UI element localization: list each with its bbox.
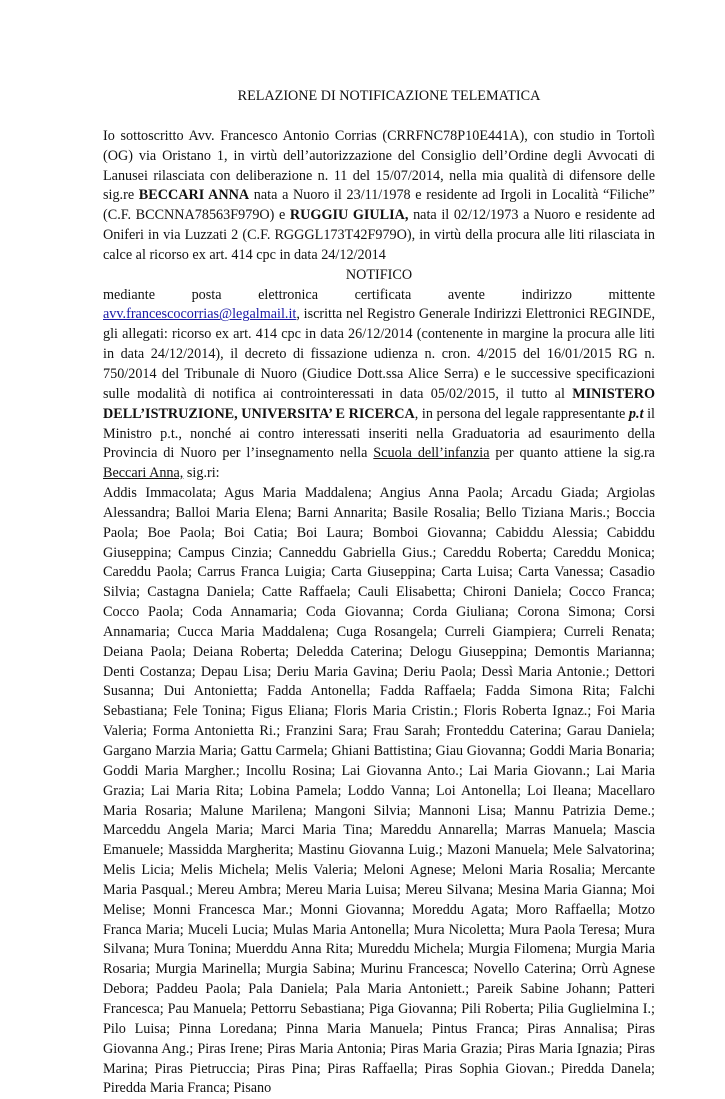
body-text-4: il Ministro p.t., nonché ai contro interessati inseriti nella Graduatoria ad esaurimento della Provincia di Nuoro per l’insegnamento nella bbox=[103, 405, 655, 462]
client-name-ruggiu: RUGGIU GIULIA, bbox=[289, 207, 409, 224]
body-text-3: , in persona del legale rappresentante bbox=[414, 405, 629, 422]
body-text-1: mediante posta elettronica certificata avente indirizzo mittente bbox=[103, 286, 655, 303]
document-title: RELAZIONE DI NOTIFICAZIONE TELEMATICA bbox=[237, 88, 541, 104]
sender-email-link[interactable]: avv.francescocorrias@legalmail.it bbox=[103, 306, 297, 323]
intro-paragraph bbox=[103, 127, 655, 266]
counterparties-list: Addis Immacolata; Agus Maria Maddalena; Angius Anna Paola; Arcadu Giada; Argiolas Alessandra; Balloi Maria Elena; Barni Annarita; Basile Rosalia; Bello Tiziana Maris.; Boccia Paola; Boe Paola; Boi Catia; Boi Laura; Bomboi Giovanna; Cabiddu Alessia; Cabiddu Giuseppina; Campus Cinzia; Canneddu Gabriella Gius.; Careddu Roberta; Careddu Monica; Careddu Paola; Carrus Franca Luigia; Carta Giuseppina; Carta Luisa; Carta Vanessa; Casadio Silvia; Castagna Daniela; Catte Raffaela; Cauli Elisabetta; Chironi Daniela; Cocco Franca; Cocco Paola; Coda Annamaria; Coda Giovanna; Corda Giuliana; Corona Simona; Corsi Annamaria; Cucca Maria Maddalena; Cuga Rosangela; Curreli Giampiera; Curreli Renata; Deiana Paola; Deiana Roberta; Deledda Caterina; Delogu Giuseppina; Demontis Marianna; Denti Costanza; Depau Lisa; Deriu Maria Gavina; Deriu Paola; Dessì Maria Antonie.; Dettori Susanna; Dui Antonietta; Fadda Antonella; Fadda Raffaela; Fadda Simona Rita; Falchi Sebastiana; Fele Tonina; Figus Eliana; Floris Maria Cristin.; Floris Roberta Ignaz.; Foi Maria Valeria; Forma Antonietta Ri.; Franzini Sara; Frau Sarah; Fronteddu Caterina; Garau Daniela; Gargano Marzia Maria; Gattu Carmela; Ghiani Battistina; Giau Giovanna; Goddi Maria Bonaria; Goddi Maria Margher.; Incollu Rosina; Lai Giovanna Anto.; Lai Maria Giovann.; Lai Maria Grazia; Lai Maria Rita; Lobina Pamela; Loddo Vanna; Loi Antonella; Loi Ileana; Macellaro Maria Rosaria; Malune Marilena; Mangoni Silvia; Mannoni Lisa; Mannu Patrizia Deme.; Marceddu Angela Maria; Marci Maria Tina; Mareddu Annarella; Marras Manuela; Mascia Emanuele; Massidda Margherita; Mastinu Giovanna Luig.; Mazoni Manuela; Mele Salvatorina; Melis Licia; Melis Michela; Melis Valeria; Meloni Agnese; Meloni Maria Rosalia; Mercante Maria Pasqual.; Mereu Ambra; Mereu Maria Luisa; Mereu Silvana; Mesina Maria Gianna; Moi Melise; Monni Francesca Mar.; Monni Giovanna; Moreddu Agata; Moro Raffaella; Motzo Franca Maria; Muceli Lucia; Mulas Maria Antonella; Mura Nicoletta; Mura Paola Teresa; Mura Silvana; Mura Tonina; Muerddu Anna Rita; Mureddu Michela; Murgia Filomena; Murgia Maria Rosaria; Murgia Marinella; Murgia Sabina; Murinu Francesca; Novello Caterina; Orrù Agnese Debora; Paddeu Paola; Pala Daniela; Pala Maria Antoniett.; Pareik Sabine Johann; Patteri Francesca; Pau Manuela; Pettorru Sebastiana; Piga Giovanna; Pili Roberta; Pilia Guglielmina I.; Pilo Luisa; Pinna Loredana; Pinna Maria Manuela; Pintus Franca; Piras Annalisa; Piras Giovanna Ang.; Piras Irene; Piras Maria Antonia; Piras Maria Grazia; Piras Maria Ignazia; Piras Marina; Piras Pietruccia; Piras Pina; Piras Raffaella; Piras Sophia Giovan.; Piredda Danela; Piredda Maria Franca; Pisano bbox=[103, 485, 655, 1097]
pt-abbreviation: p.t bbox=[628, 405, 644, 422]
beccari-reference: Beccari Anna, bbox=[103, 465, 184, 482]
client-name-beccari: BECCARI ANNA bbox=[138, 187, 250, 204]
body-text-5: per quanto attiene la sig.ra bbox=[489, 445, 655, 462]
notifico-heading: NOTIFICO bbox=[345, 266, 413, 283]
notification-paragraph bbox=[103, 286, 655, 484]
body-text-6: sig.ri: bbox=[183, 465, 220, 482]
body-text-2: , iscritta nel Registro Generale Indirizzi Elettronici REGINDE, gli allegati: ricorso ex art. 414 cpc in data 26/12/2014 (contenente in margine la procura alle liti in data 24/12/2014), il decreto di fissazione udienza n. cron. 4/2015 del 16/01/2015 RG n. 750/2014 del Tribunale di Nuoro (Giudice Dott.ssa Alice Serra) e le successive specificazioni sulle modalità di notifica ai controinteressati in data 05/02/2015, il tutto al bbox=[103, 306, 655, 402]
intro-text-1: Io sottoscritto Avv. Francesco Antonio Corrias (CRRFNC78P10E441A), con studio in Tortolì (OG) via Oristano 1, in virtù dell’autorizzazione del Consiglio dell’Ordine degli Avvocati di Lanusei rilasciata con deliberazione n. 11 del 15/07/2014, nella mia qualità di difensore delle sig.re bbox=[103, 127, 655, 204]
intro-text-2: nata a Nuoro il 23/11/1978 e residente ad Irgoli in Località “Filiche” (C.F. BCCNNA78563F979O) e bbox=[103, 187, 655, 224]
ministry-name: MINISTERO DELL’ISTRUZIONE, UNIVERSITA’ E RICERCA bbox=[103, 385, 655, 422]
school-type: Scuola dell’infanzia bbox=[373, 445, 490, 462]
intro-text-3: nata il 02/12/1973 a Nuoro e residente ad Oniferi in via Luzzati 2 (C.F. RGGGL173T42F979O), in virtù della procura alle liti rilasciata in calce al ricorso ex art. 414 cpc in data 24/12/2014 bbox=[103, 207, 655, 263]
